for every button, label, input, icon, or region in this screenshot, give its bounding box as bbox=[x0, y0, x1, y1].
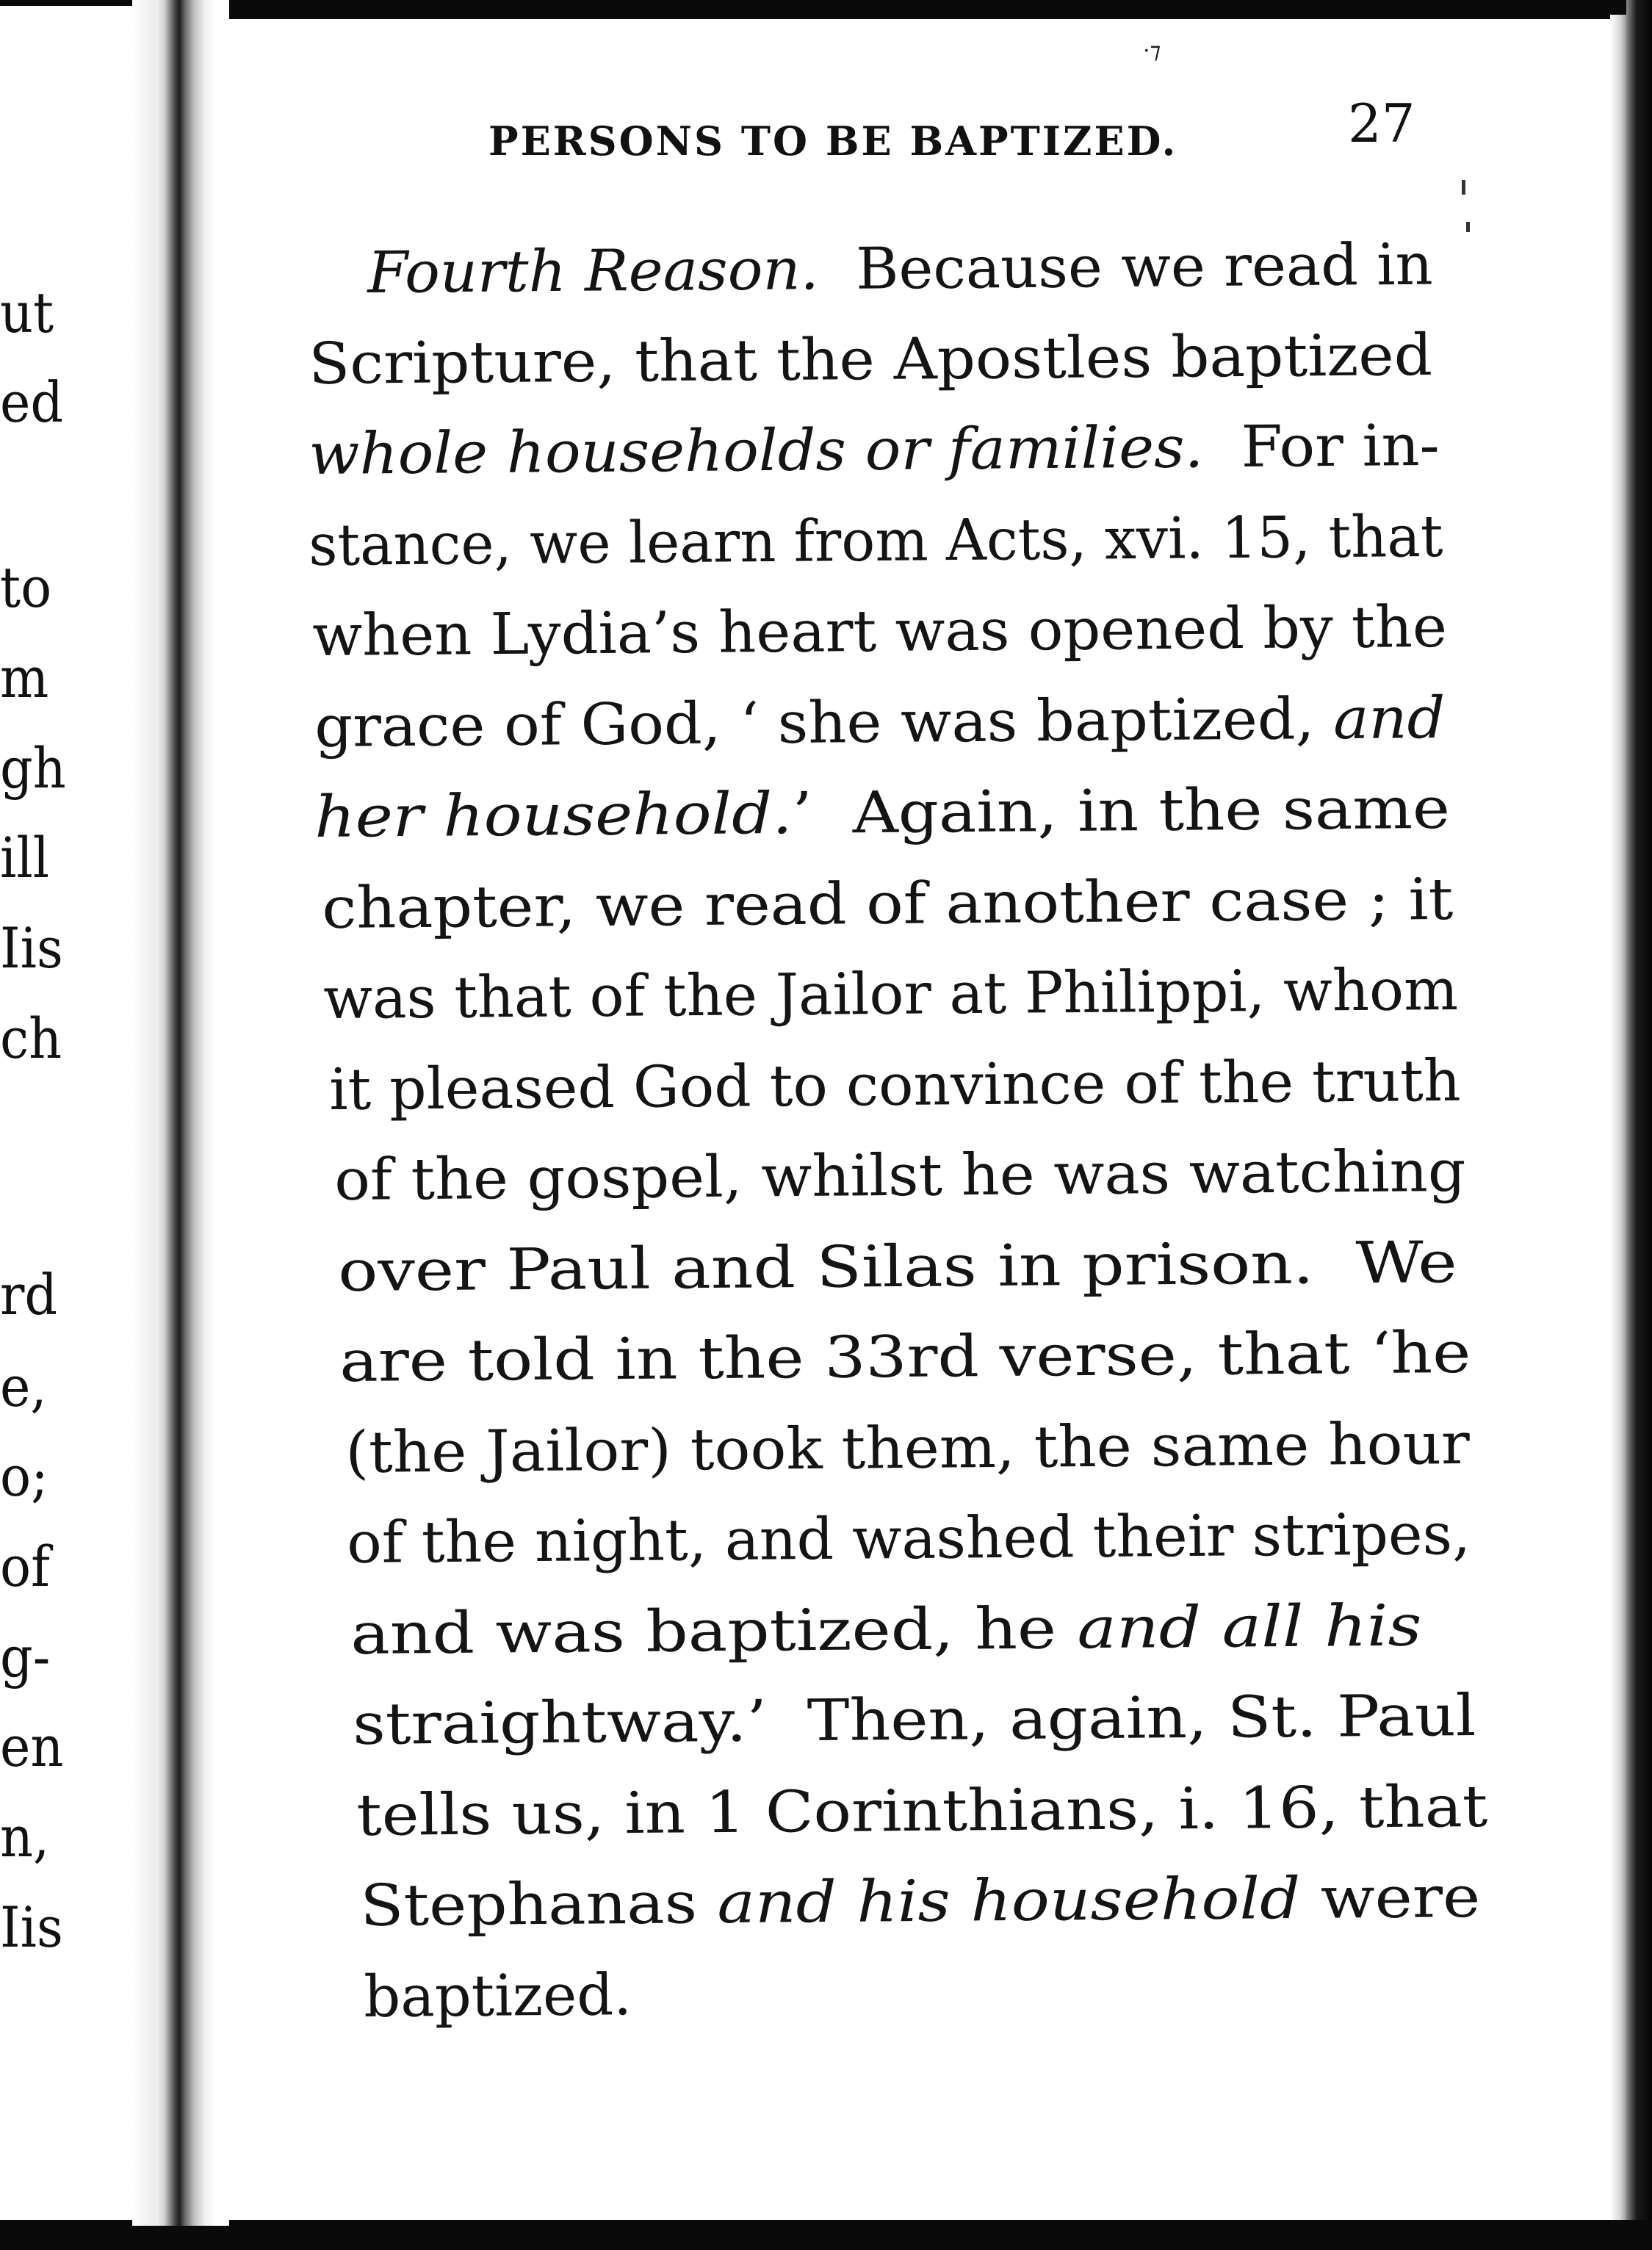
page-edge-shadow bbox=[1610, 15, 1626, 2226]
text-line bbox=[345, 1410, 1471, 1486]
text-span: straightway.’ Then, again, St. Paul bbox=[352, 1682, 1476, 1758]
running-head: PERSONS TO BE BAPTIZED. bbox=[488, 118, 1178, 165]
left-fragment: e, bbox=[0, 1354, 47, 1419]
text-span: of the gospel, whilst he was watching bbox=[333, 1138, 1466, 1214]
left-fragment: en bbox=[0, 1714, 64, 1779]
text-span: Because we read in bbox=[818, 231, 1434, 303]
text-span: Stephanas bbox=[359, 1870, 718, 1939]
text-line bbox=[363, 1962, 632, 2030]
text-span: when Lydia’s heart was opened by the bbox=[311, 594, 1448, 669]
book-gutter bbox=[156, 0, 229, 2226]
scan-speck bbox=[1462, 180, 1465, 195]
scan-border-top bbox=[169, 0, 1652, 19]
text-line bbox=[367, 231, 1434, 306]
left-fragment: ill bbox=[0, 825, 50, 890]
left-fragment: rd bbox=[0, 1262, 58, 1327]
left-fragment: gh bbox=[0, 735, 66, 801]
italic-span: and all his bbox=[1077, 1593, 1422, 1662]
text-span: (the Jailor) took them, the same hour bbox=[345, 1410, 1471, 1486]
text-span: For in- bbox=[1202, 412, 1440, 481]
text-line bbox=[359, 1864, 1481, 1939]
text-span: stance, we learn from Acts, xvi. 15, that bbox=[308, 503, 1443, 579]
italic-span: Fourth Reason. bbox=[367, 237, 820, 306]
text-line bbox=[346, 1501, 1471, 1576]
text-line bbox=[337, 1230, 1457, 1305]
text-line bbox=[350, 1593, 1422, 1667]
text-line bbox=[308, 412, 1440, 488]
text-line bbox=[311, 594, 1448, 669]
text-span: tells us, in 1 Corinthians, i. 16, that bbox=[356, 1773, 1488, 1849]
text-span: chapter, we read of another case ; it bbox=[321, 866, 1454, 942]
left-fragment: ut bbox=[0, 280, 54, 345]
scan-border-bottom bbox=[0, 2220, 1652, 2250]
text-line bbox=[308, 322, 1433, 397]
text-span: were bbox=[1299, 1864, 1481, 1932]
italic-span: and bbox=[1332, 685, 1446, 753]
left-fragment: ch bbox=[0, 1006, 62, 1071]
text-line bbox=[339, 1319, 1471, 1395]
italic-span: her household. bbox=[314, 780, 793, 851]
left-fragment: to bbox=[0, 555, 52, 620]
text-line bbox=[314, 685, 1446, 760]
text-line bbox=[328, 1048, 1461, 1123]
left-fragment: Iis bbox=[0, 915, 63, 981]
left-fragment: o; bbox=[0, 1443, 48, 1509]
text-line bbox=[333, 1138, 1466, 1214]
text-line bbox=[322, 956, 1459, 1032]
text-line bbox=[356, 1773, 1488, 1849]
left-fragment: n, bbox=[0, 1804, 50, 1869]
left-fragment: of bbox=[0, 1534, 50, 1599]
text-span: baptized. bbox=[363, 1962, 632, 2030]
left-fragment: Iis bbox=[0, 1894, 63, 1960]
page-number: 27 bbox=[1348, 93, 1415, 154]
scan-border-right bbox=[1626, 0, 1652, 2250]
text-line bbox=[308, 503, 1443, 579]
italic-span: whole households or families. bbox=[308, 414, 1204, 488]
text-line bbox=[352, 1682, 1476, 1758]
text-span: ’ Again, in the same bbox=[792, 775, 1451, 847]
text-span: grace of God, ‘ she was baptized, bbox=[314, 686, 1334, 760]
left-fragment: g- bbox=[0, 1624, 51, 1690]
text-span: of the night, and washed their stripes, bbox=[346, 1501, 1471, 1576]
text-span: Scripture, that the Apostles baptized bbox=[308, 322, 1433, 397]
left-fragment: ed bbox=[0, 369, 64, 435]
text-span: and was baptized, he bbox=[350, 1595, 1078, 1667]
text-span: over Paul and Silas in prison. We bbox=[337, 1230, 1457, 1305]
left-fragment: m bbox=[0, 645, 49, 710]
italic-span: and his household bbox=[717, 1865, 1301, 1937]
text-span: are told in the 33rd verse, that ‘he bbox=[339, 1319, 1471, 1395]
text-span: it pleased God to convince of the truth bbox=[328, 1048, 1461, 1123]
scan-speck bbox=[1466, 222, 1470, 232]
printer-mark: ·⁊ bbox=[1143, 38, 1161, 64]
text-line bbox=[321, 866, 1454, 942]
text-line bbox=[314, 775, 1451, 851]
text-span: was that of the Jailor at Philippi, whom bbox=[322, 956, 1459, 1032]
left-page-fragment bbox=[0, 0, 132, 2218]
